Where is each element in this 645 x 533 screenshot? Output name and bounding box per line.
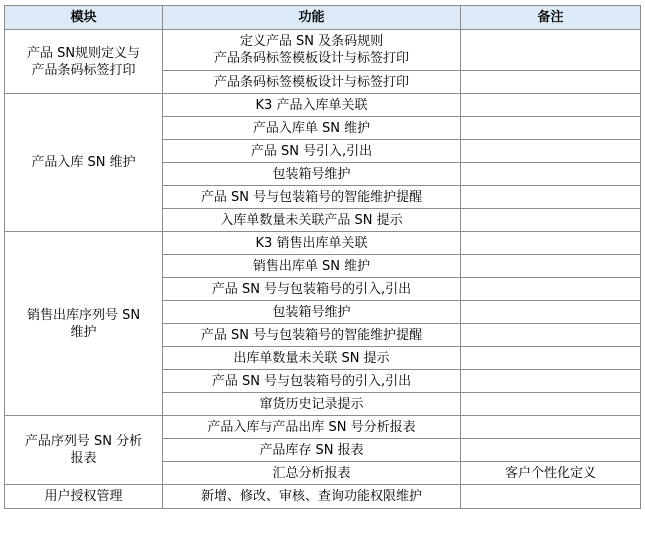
- note-cell: [461, 370, 641, 393]
- module-name-line: 销售出库序列号 SN: [26, 307, 141, 323]
- table-header-row: [5, 6, 641, 30]
- function-cell: 产品入库与产品出库 SN 号分析报表: [163, 416, 461, 439]
- function-cell: 产品 SN 号与包装箱号的引入,引出: [163, 370, 461, 393]
- module-name-line: 产品条码标签打印: [31, 62, 136, 78]
- module-name-line: 产品入库 SN 维护: [31, 155, 136, 170]
- note-cell: [461, 255, 641, 278]
- note-cell: [461, 186, 641, 209]
- function-cell: 产品 SN 号与包装箱号的引入,引出: [163, 278, 461, 301]
- function-cell: 产品 SN 号与包装箱号的智能维护提醒: [163, 186, 461, 209]
- note-cell: [461, 301, 641, 324]
- module-name-line: 产品序列号 SN 分析: [24, 434, 143, 449]
- note-cell: 客户个性化定义: [461, 462, 641, 485]
- note-cell: [461, 30, 641, 71]
- function-cell: 包装箱号维护: [163, 163, 461, 186]
- note-cell: [461, 163, 641, 186]
- table-row: [5, 94, 641, 117]
- note-cell: [461, 94, 641, 117]
- function-cell: 销售出库单 SN 维护: [163, 255, 461, 278]
- table-row: [5, 416, 641, 439]
- module-cell: [5, 232, 163, 416]
- note-cell: [461, 71, 641, 94]
- module-name-line: 报表: [70, 451, 97, 466]
- function-text: 定义产品 SN 及条码规则: [239, 34, 384, 49]
- module-cell: [5, 416, 163, 485]
- header-note: 备注: [461, 6, 641, 30]
- note-cell: [461, 347, 641, 370]
- note-cell: [461, 140, 641, 163]
- module-name-line: 产品 SN规则定义与: [26, 45, 141, 61]
- note-cell: [461, 117, 641, 140]
- module-cell: [5, 94, 163, 232]
- function-text: 产品条码标签模板设计与标签打印: [213, 51, 409, 66]
- note-cell: [461, 232, 641, 255]
- note-cell: [461, 278, 641, 301]
- note-cell: [461, 209, 641, 232]
- note-cell: [461, 393, 641, 416]
- function-cell: 出库单数量未关联 SN 提示: [163, 347, 461, 370]
- function-cell: 新增、修改、审核、查询功能权限维护: [163, 485, 461, 509]
- note-cell: [461, 485, 641, 509]
- module-cell: [5, 485, 163, 509]
- module-name-line: 用户授权管理: [44, 489, 123, 504]
- function-cell: K3 产品入库单关联: [163, 94, 461, 117]
- module-name-line: 维护: [70, 324, 97, 340]
- function-cell: [163, 30, 461, 71]
- function-cell: 产品 SN 号引入,引出: [163, 140, 461, 163]
- function-cell: 汇总分析报表: [163, 462, 461, 485]
- table-row: [5, 30, 641, 71]
- header-module: 模块: [5, 6, 163, 30]
- note-cell: [461, 416, 641, 439]
- function-cell: 产品入库单 SN 维护: [163, 117, 461, 140]
- function-cell: K3 销售出库单关联: [163, 232, 461, 255]
- table-row: [5, 232, 641, 255]
- table-row: [5, 485, 641, 509]
- function-cell: 入库单数量未关联产品 SN 提示: [163, 209, 461, 232]
- header-function: 功能: [163, 6, 461, 30]
- function-cell: 包装箱号维护: [163, 301, 461, 324]
- function-cell: 产品 SN 号与包装箱号的智能维护提醒: [163, 324, 461, 347]
- feature-table: [4, 5, 641, 509]
- note-cell: [461, 439, 641, 462]
- note-cell: [461, 324, 641, 347]
- function-cell: 窜货历史记录提示: [163, 393, 461, 416]
- module-cell: [5, 30, 163, 94]
- function-cell: 产品条码标签模板设计与标签打印: [163, 71, 461, 94]
- function-cell: 产品库存 SN 报表: [163, 439, 461, 462]
